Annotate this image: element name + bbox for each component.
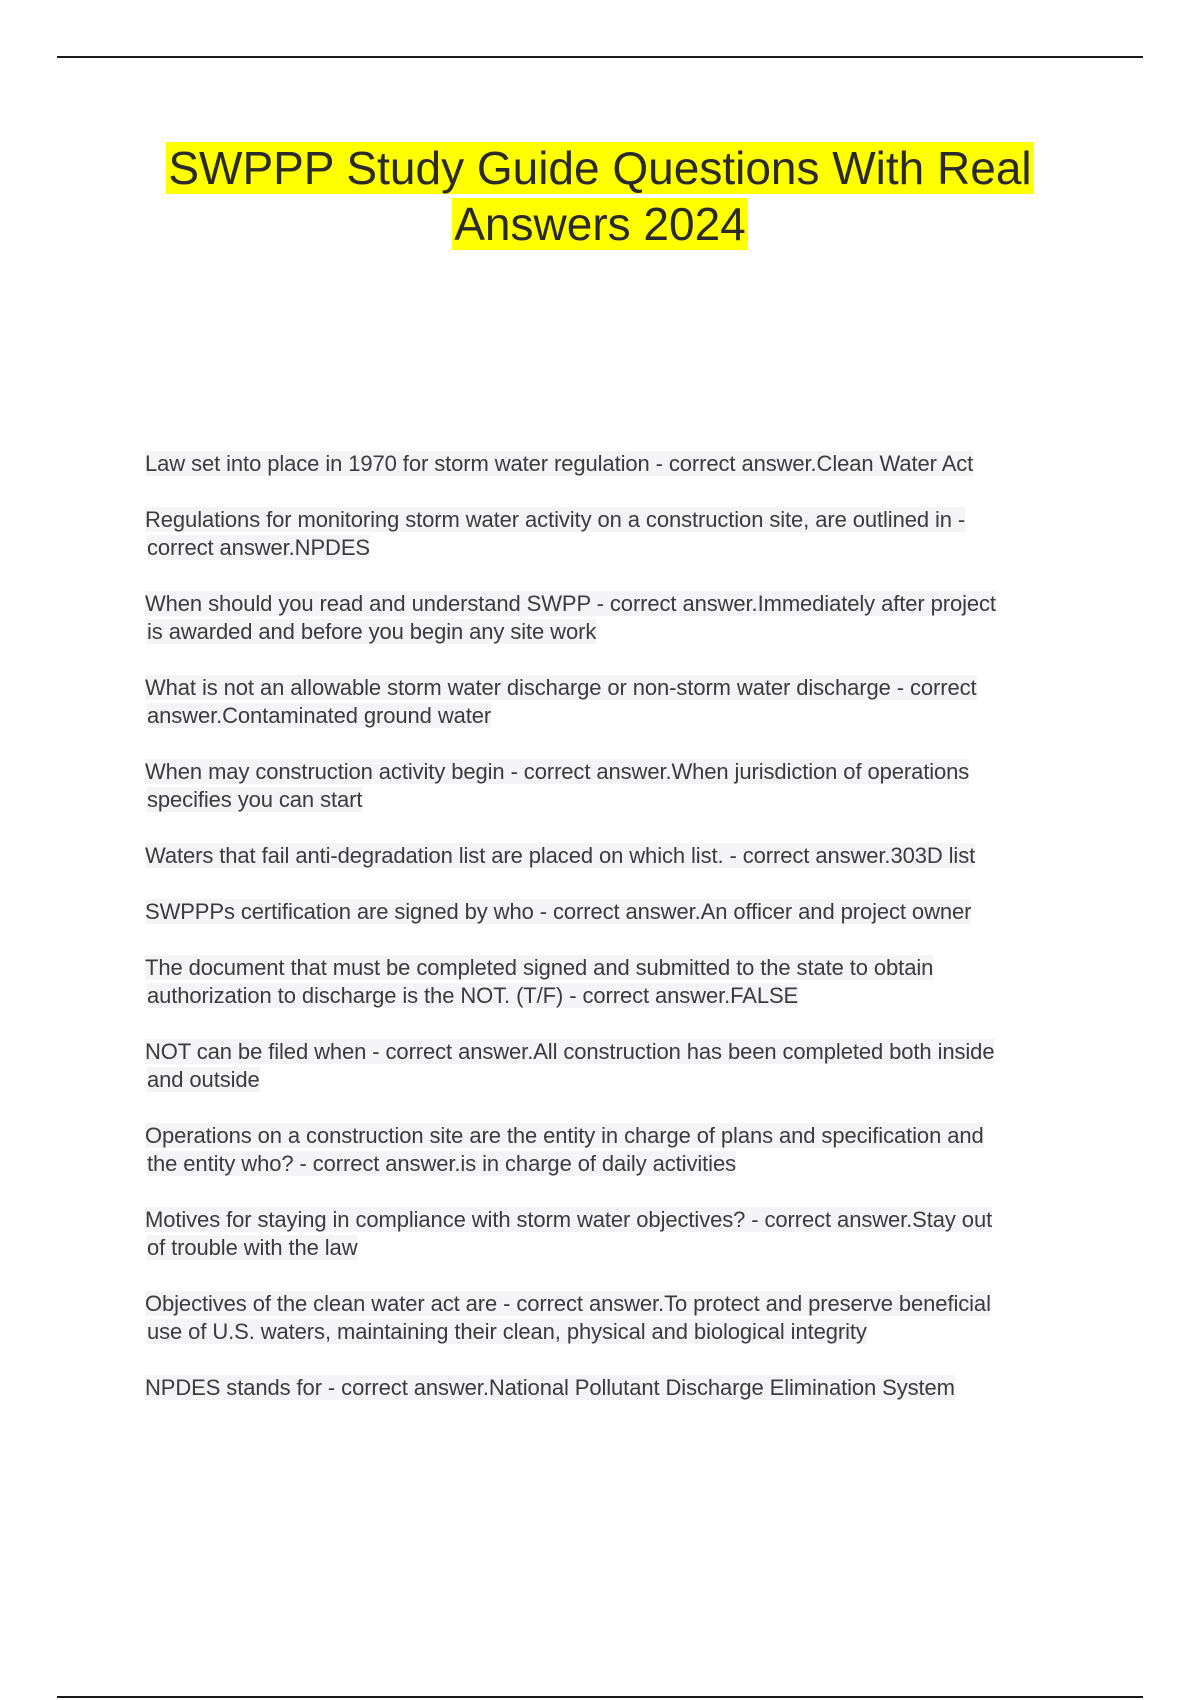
qa-line: Objectives of the clean water act are - correct answer.To protect and preserve beneficial (145, 1291, 991, 1316)
qa-item (145, 590, 1085, 646)
qa-item (145, 1038, 1085, 1094)
document-title (100, 140, 1100, 252)
bottom-rule (57, 1696, 1143, 1698)
qa-item (145, 1374, 1085, 1402)
qa-item (145, 1290, 1085, 1346)
qa-item (145, 898, 1085, 926)
qa-line: Motives for staying in compliance with storm water objectives? - correct answer.Stay out (145, 1207, 993, 1232)
qa-line: Law set into place in 1970 for storm water regulation - correct answer.Clean Water Act (145, 451, 974, 476)
qa-item (145, 842, 1085, 870)
qa-line: Operations on a construction site are the entity in charge of plans and specification and (145, 1123, 984, 1148)
qa-line: What is not an allowable storm water discharge or non-storm water discharge - correct (145, 675, 977, 700)
qa-item (145, 1122, 1085, 1178)
qa-line: When may construction activity begin - correct answer.When jurisdiction of operations (145, 759, 970, 784)
qa-line: Waters that fail anti-degradation list are placed on which list. - correct answer.303D list (145, 843, 976, 868)
qa-line: SWPPPs certification are signed by who - correct answer.An officer and project owner (145, 899, 972, 924)
qa-line: The document that must be completed signed and submitted to the state to obtain (145, 955, 934, 980)
qa-item (145, 506, 1085, 562)
qa-item (145, 674, 1085, 730)
top-rule (57, 56, 1143, 58)
qa-line: is awarded and before you begin any site work (147, 619, 597, 644)
qa-line: When should you read and understand SWPP - correct answer.Immediately after project (145, 591, 996, 616)
qa-line: the entity who? - correct answer.is in charge of daily activities (147, 1151, 736, 1176)
qa-line: authorization to discharge is the NOT. (T/F) - correct answer.FALSE (147, 983, 799, 1008)
qa-item (145, 450, 1085, 478)
qa-line: use of U.S. waters, maintaining their clean, physical and biological integrity (147, 1319, 867, 1344)
title-line-1: SWPPP Study Guide Questions With Real (168, 142, 1032, 194)
qa-line: correct answer.NPDES (147, 535, 370, 560)
qa-line: and outside (147, 1067, 260, 1092)
qa-line: Regulations for monitoring storm water activity on a construction site, are outlined in - (145, 507, 966, 532)
qa-item (145, 954, 1085, 1010)
qa-line: of trouble with the law (147, 1235, 358, 1260)
qa-line: NPDES stands for - correct answer.National Pollutant Discharge Elimination System (145, 1375, 955, 1400)
qa-item (145, 758, 1085, 814)
qa-list (145, 450, 1085, 1402)
qa-line: answer.Contaminated ground water (147, 703, 492, 728)
title-line-2: Answers 2024 (454, 198, 746, 250)
qa-line: specifies you can start (147, 787, 363, 812)
qa-line: NOT can be filed when - correct answer.All construction has been completed both inside (145, 1039, 995, 1064)
qa-item (145, 1206, 1085, 1262)
